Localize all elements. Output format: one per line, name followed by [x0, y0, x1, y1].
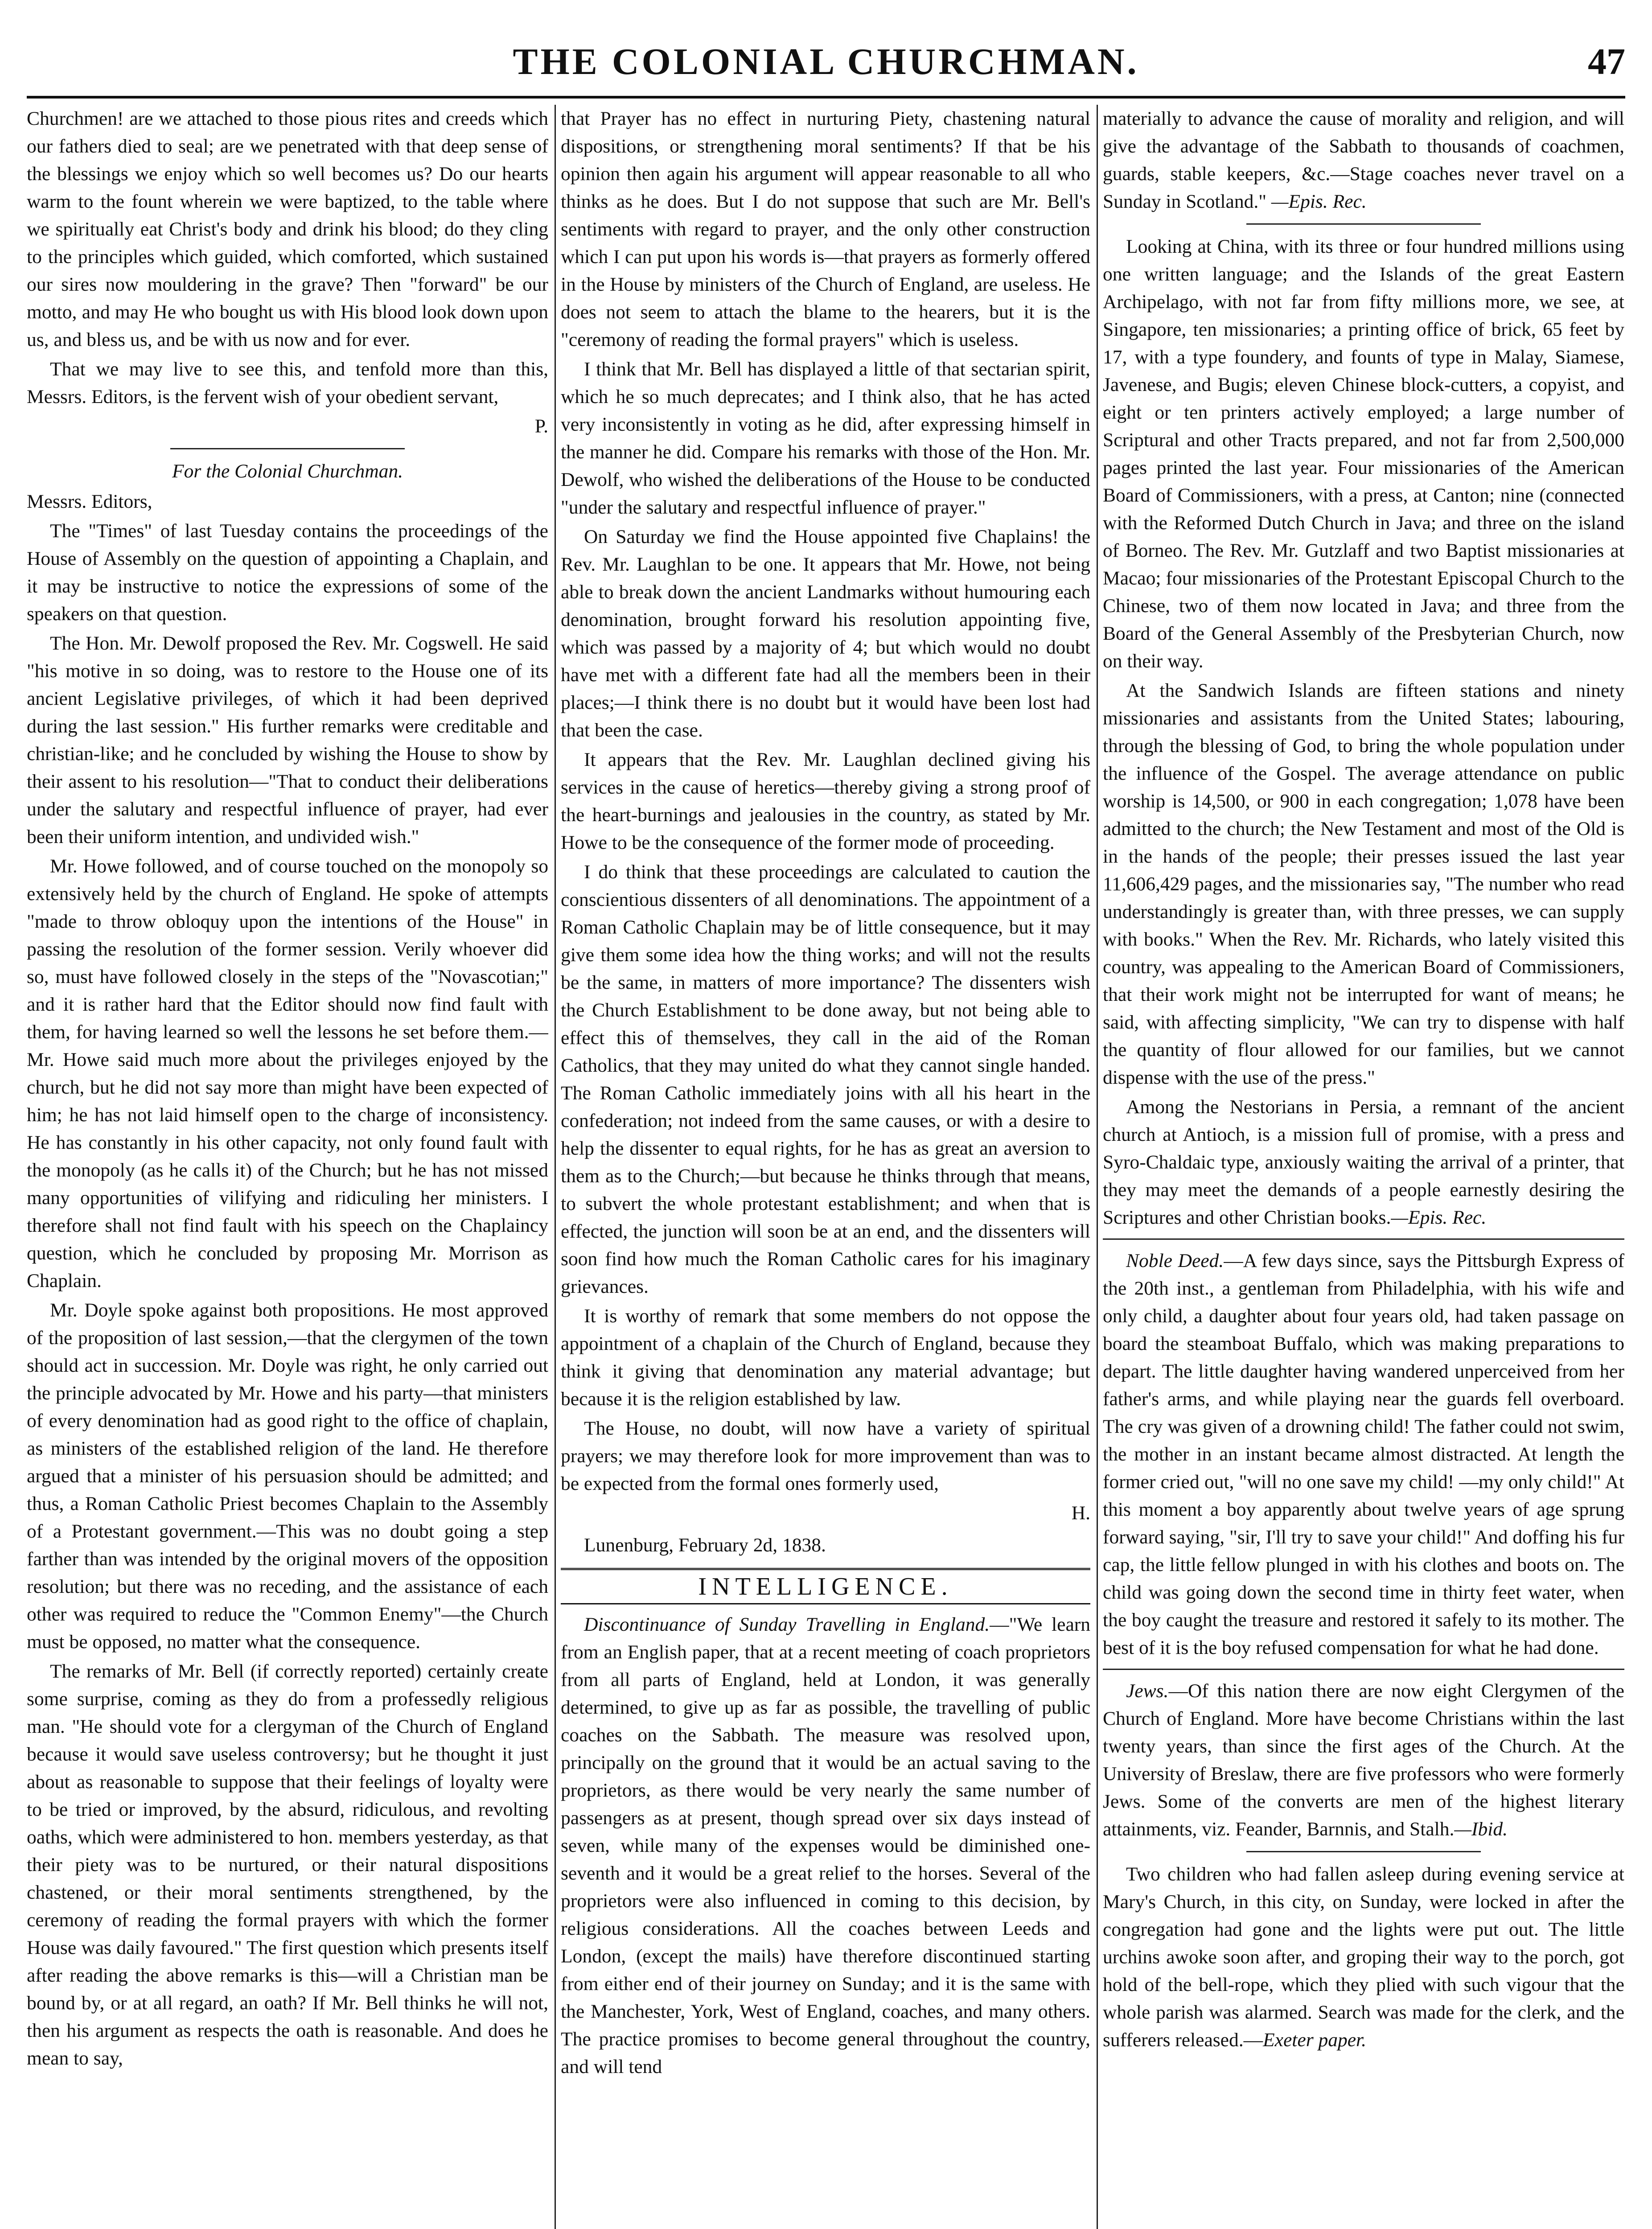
masthead-rule	[27, 96, 1625, 99]
article-paragraph	[1103, 1677, 1624, 1843]
article-body: —"We learn from an English paper, that at a recent meeting of coach proprietors from all parts of England, held at London, it was generally determined, to give up as far as possible, the travelling of public coaches on the Sabbath. The measure was resolved upon, principally on the ground that it would be an actual saving to the proprietors, as there would be very nearly the same number of passengers as at present, though spread over six days instead of seven, while many of the expenses would be diminished one-seventh and it would be a great relief to the horses. Several of the proprietors were also influenced in coming to this decision, by religious considerations. All the coaches between Leeds and London, (except the mails) have therefore discontinued starting from either end of their journey on Sunday; and it is the same with the Manchester, York, West of England, coaches, and many others. The practice promises to become general throughout the country, and will tend	[561, 1614, 1090, 2077]
section-rule	[1246, 1851, 1481, 1852]
page-number: 47	[1588, 41, 1625, 82]
article-paragraph: The House, no doubt, will now have a variety of spiritual prayers; we may therefore look for more improvement than was to be expected from the formal ones formerly used,	[561, 1418, 1090, 1494]
article-paragraph	[1103, 1247, 1624, 1661]
signature-line	[561, 1499, 1090, 1527]
section-rule	[1103, 1669, 1624, 1670]
newspaper-title: THE COLONIAL CHURCHMAN.	[513, 41, 1139, 82]
signature: H.	[1071, 1502, 1090, 1524]
article-paragraph: I think that Mr. Bell has displayed a little of that sectarian spirit, which he so much deprecates; and I think also, that he has acted very inconsistently in voting as he did, after expressing himself in the manner he did. Compare his remarks with those of the Hon. Mr. Dewolf, who wished the deliberations of the House to be conducted "under the salutary and respectful influence of prayer."	[561, 358, 1090, 518]
source-credit: —Ibid.	[1454, 1818, 1508, 1840]
article-paragraph: It appears that the Rev. Mr. Laughlan declined giving his services in the cause of heretics—thereby giving a strong proof of the heart-burnings and jealousies in the country, as stated by Mr. Howe to be the consequence of the former mode of proceeding.	[561, 749, 1090, 853]
article-paragraph: On Saturday we find the House appointed five Chaplains! the Rev. Mr. Laughlan to be one. It appears that Mr. Howe, not being able to break down the ancient Landmarks without humouring each denomination, brought forward his resolution appointing five, which was passed by a majority of 4; but which would no doubt have met with a different fate had all the members been in their places;—I think there is no doubt but it would have been lost had that been the case.	[561, 526, 1090, 741]
article-paragraph: I do think that these proceedings are calculated to caution the conscientious dissenters of all denominations. The appointment of a Roman Catholic Chaplain may be of little consequence, but it may give them some idea how the thing works; and will not the results be the same, in matters of more importance? The dissenters wish the Church Establishment to be done away, but not being able to effect this of themselves, they call in the aid of the Roman Catholics, that they may united do what they cannot single handed. The Roman Catholic immediately joins with all his heart in the confederation; not indeed from the same causes, or with a desire to help the dissenter to equal rights, for he has as great an aversion to them as to the Church;—but because he thinks through that means, to subvert the whole protestant establishment; and when that is effected, the junction will soon be at an end, and the dissenters will soon find how much the Roman Catholic cares for his imaginary grievances.	[561, 861, 1090, 1297]
article-body: —Of this nation there are now eight Clergymen of the Church of England. More have become Christians within the last twenty years, than since the first ages of the Church. At the University of Breslaw, there are five professors who were formerly Jews. Some of the converts are men of the highest literary attainments, viz. Feander, Barnnis, and Stalh.	[1103, 1680, 1624, 1840]
article-paragraph: Mr. Doyle spoke against both propositions. He most approved of the proposition of last session,—that the clergymen of the town should act in succession. Mr. Doyle was right, he only carried out the principle advocated by Mr. Howe and his party—that ministers of every denomination had as good right to the office of chaplain, as ministers of the established religion of the land. He therefore argued that a minister of his persuasion should be admitted; and thus, a Roman Catholic Priest becomes Chaplain to the Assembly of a Protestant government.—This was no doubt going a step farther than was intended by the original movers of the opposition resolution; but there was no receding, and the assistance of each other was required to reduce the "Common Enemy"—the Church must be opposed, no matter what the consequence.	[27, 1300, 548, 1653]
article-paragraph: The Hon. Mr. Dewolf proposed the Rev. Mr. Cogswell. He said "his motive in so doing, was to restore to the House one of its ancient Legislative privileges, of which it had been deprived during the last session." His further remarks were creditable and christian-like; and he concluded by wishing the House to show by their assent to his resolution—"That to conduct their deliberations under the salutary and respectful influence of prayer, had ever been their uniform intention, and undivided wish."	[27, 633, 548, 847]
source-credit: —Epis. Rec.	[1271, 191, 1367, 212]
article-paragraph: Looking at China, with its three or four hundred millions using one written language; and the Islands of the great Eastern Archipelago, with not far from fifty millions more, we see, at Singapore, ten missionaries; a printing office of brick, 65 feet by 17, with a type foundery, and founts of type in Malay, Siamese, Javenese, and Bugis; eleven Chinese block-cutters, a copyist, and eight or ten printers actively employed; a large number of Scriptural and other Tracts prepared, and not far from 2,500,000 pages printed the last year. Four missionaries of the American Board of Commissioners, with a press, at Canton; nine (connected with the Reformed Dutch Church in Java; and three on the island of Borneo. The Rev. Mr. Gutzlaff and two Baptist missionaries at Macao; four missionaries of the Protestant Episcopal Church to the Chinese, two of them now located in Java; and three from the Board of the General Assembly of the Presbyterian Church, now on their way.	[1103, 236, 1624, 672]
article-paragraph	[1103, 1860, 1624, 2054]
article-paragraph	[1103, 1093, 1624, 1231]
article-paragraph: Churchmen! are we attached to those pious rites and creeds which our fathers died to seal; are we penetrated with that deep sense of the blessings we enjoy which so well becomes us? Do our hearts warm to the fount wherein we were baptized, to the table where we spiritually eat Christ's body and drink his blood; do they cling to the principles which guided, which comforted, which sustained our sires now mouldering in the grave? Then "forward" be our motto, and may He who bought us with His blood look down upon us, and bless us, and be with us now and for ever.	[27, 108, 548, 350]
article-body: materially to advance the cause of morality and religion, and will give the advantage of the Sabbath to thousands of coachmen, guards, stable keepers, &c.—Stage coaches never travel on a Sunday in Scotland."	[1103, 108, 1624, 212]
article-paragraph: At the Sandwich Islands are fifteen stations and ninety missionaries and assistants from the United States; labouring, through the blessing of God, to bring the whole population under the influence of the Gospel. The average attendance on public worship is 14,500, or 900 in each congregation; 1,078 have been admitted to the church; the New Testament and most of the Old is in the hands of the people; their presses issued the last year 11,606,429 pages, and the missionaries say, "The number who read understandingly is greater than, with three presses, we can supply with books." When the Rev. Mr. Richards, who lately visited this country, was appealing to the American Board of Commissioners, that their work might not be interrupted for want of means; he said, with affecting simplicity, "We can try to dispense with half the quantity of flour allowed for our families, but we cannot dispense with the use of the press."	[1103, 680, 1624, 1088]
article-paragraph: The remarks of Mr. Bell (if correctly reported) certainly create some surprise, coming as they do from a professedly religious man. "He should vote for a clergyman of the Church of England because it would save useless controversy; but he thought it just about as reasonable to suppose that their feelings of loyalty were to be tried or improved, by the absurd, ridiculous, and revolting oaths, which were administered to hon. members yesterday, as that their piety was to be nurtured, or their natural dispositions chastened, or their moral sentiments strengthened, by the ceremony of reading the formal prayers with which the former House was daily favoured." The first question which presents itself after reading the above remarks is this—will a Christian man be bound by, or at all regard, an oath? If Mr. Bell thinks he will not, then his argument as respects the oath is reasonable. And does he mean to say,	[27, 1661, 548, 2069]
masthead	[27, 40, 1625, 94]
column-divider	[1097, 105, 1098, 2229]
article-body: Two children who had fallen asleep during evening service at Mary's Church, in this city, on Sunday, were locked in after the congregation had gone and the lights were put out. The little urchins awoke soon after, and groping their way to the porch, got hold of the bell-rope, which they plied with such vigour that the whole parish was alarmed. Search was made for the clerk, and the sufferers released.—	[1103, 1863, 1624, 2051]
section-rule	[170, 448, 405, 449]
section-rule	[1246, 223, 1481, 225]
article-body: Among the Nestorians in Persia, a remnant of the ancient church at Antioch, is a mission full of promise, with a press and Syro-Chaldaic type, anxiously waiting the arrival of a printer, that they may meet the demands of a people earnestly desiring the Scriptures and other Christian books.	[1103, 1096, 1624, 1228]
signature-line	[27, 412, 548, 440]
section-rule	[1103, 1238, 1624, 1240]
article-paragraph: It is worthy of remark that some members do not oppose the appointment of a chaplain of the Church of England, because they think it giving that denomination any material advantage; but because it is the religion established by law.	[561, 1305, 1090, 1410]
article-paragraph: that Prayer has no effect in nurturing Piety, chastening natural dispositions, or strengthening moral sentiments? If that be his opinion then again his argument will appear reasonable to all who thinks as he does. But I do not suppose that such are Mr. Bell's sentiments with regard to prayer, and the only other construction which I can put upon his words is—that prayers as formerly offered in the House by ministers of the Church of England, are useless. He does not seem to attach the blame to the hearers, but it is the "ceremony of reading the formal prayers" which is useless.	[561, 108, 1090, 350]
article-paragraph: Mr. Howe followed, and of course touched on the monopoly so extensively held by the church of England. He spoke of attempts "made to throw obloquy upon the intentions of the House" in passing the resolution of the former session. Verily whoever did so, must have followed closely in the steps of the "Novascotian;" and it is rather hard that the Editor should now find fault with them, for having learned so well the lessons he set before them.—Mr. Howe said much more about the privileges enjoyed by the church, but he did not say more than might have been expected of him; he has not laid himself open to the charge of inconsistency. He has constantly in his other capacity, not only found fault with the monopoly (as he calls it) of the Church; but he has not missed many opportunities of vilifying and ridiculing her ministers. I therefore shall not find fault with his speech on the Chaplaincy question, which he concluded by proposing Mr. Morrison as Chaplain.	[27, 855, 548, 1291]
source-credit: Exeter paper.	[1263, 2029, 1367, 2051]
source-credit: —Epis. Rec.	[1391, 1207, 1487, 1228]
article-body: —A few days since, says the Pittsburgh Express of the 20th inst., a gentleman from Philadelphia, with his wife and only child, a daughter about four years old, had taken passage on board the steamboat Buffalo, which was making preparations to depart. The little daughter having wandered unperceived from her father's arms, and while playing near the guards fell overboard. The cry was given of a drowning child! The father could not swim, the mother in an instant became almost distracted. At length the former cried out, "will no one save my child! —my only child!" At this moment a boy apparently about twelve years of age sprung forward saying, "sir, I'll try to save your child!" And doffing his fur cap, the little fellow plunged in with his clothes and boots on. The child was going down the second time in thirty feet water, when the boy caught the treasure and restored it safely to its mother. The best of it is the boy refused compensation for what he had done.	[1103, 1250, 1624, 1658]
article-title: Jews.	[1126, 1680, 1169, 1702]
article-paragraph: That we may live to see this, and tenfold more than this, Messrs. Editors, is the fervent wish of your obedient servant,	[27, 358, 548, 407]
salutation: Messrs. Editors,	[27, 491, 152, 512]
column-3	[1103, 105, 1624, 2229]
article-title: Discontinuance of Sunday Travelling in England.	[584, 1614, 990, 1635]
article-paragraph: The "Times" of last Tuesday contains the proceedings of the House of Assembly on the question of appointing a Chaplain, and it may be instructive to notice the expressions of some of the speakers on that question.	[27, 520, 548, 625]
dateline: Lunenburg, February 2d, 1838.	[584, 1534, 826, 1556]
article-title: Noble Deed.	[1126, 1250, 1224, 1271]
article-paragraph	[1103, 105, 1624, 215]
article-paragraph	[561, 1611, 1090, 2081]
signature: P.	[534, 415, 548, 437]
column-1	[27, 105, 548, 2229]
letter-heading: For the Colonial Churchman.	[172, 461, 403, 482]
section-heading-intelligence: INTELLIGENCE.	[561, 1568, 1090, 1604]
column-divider	[555, 105, 556, 2229]
column-2	[561, 105, 1090, 2229]
